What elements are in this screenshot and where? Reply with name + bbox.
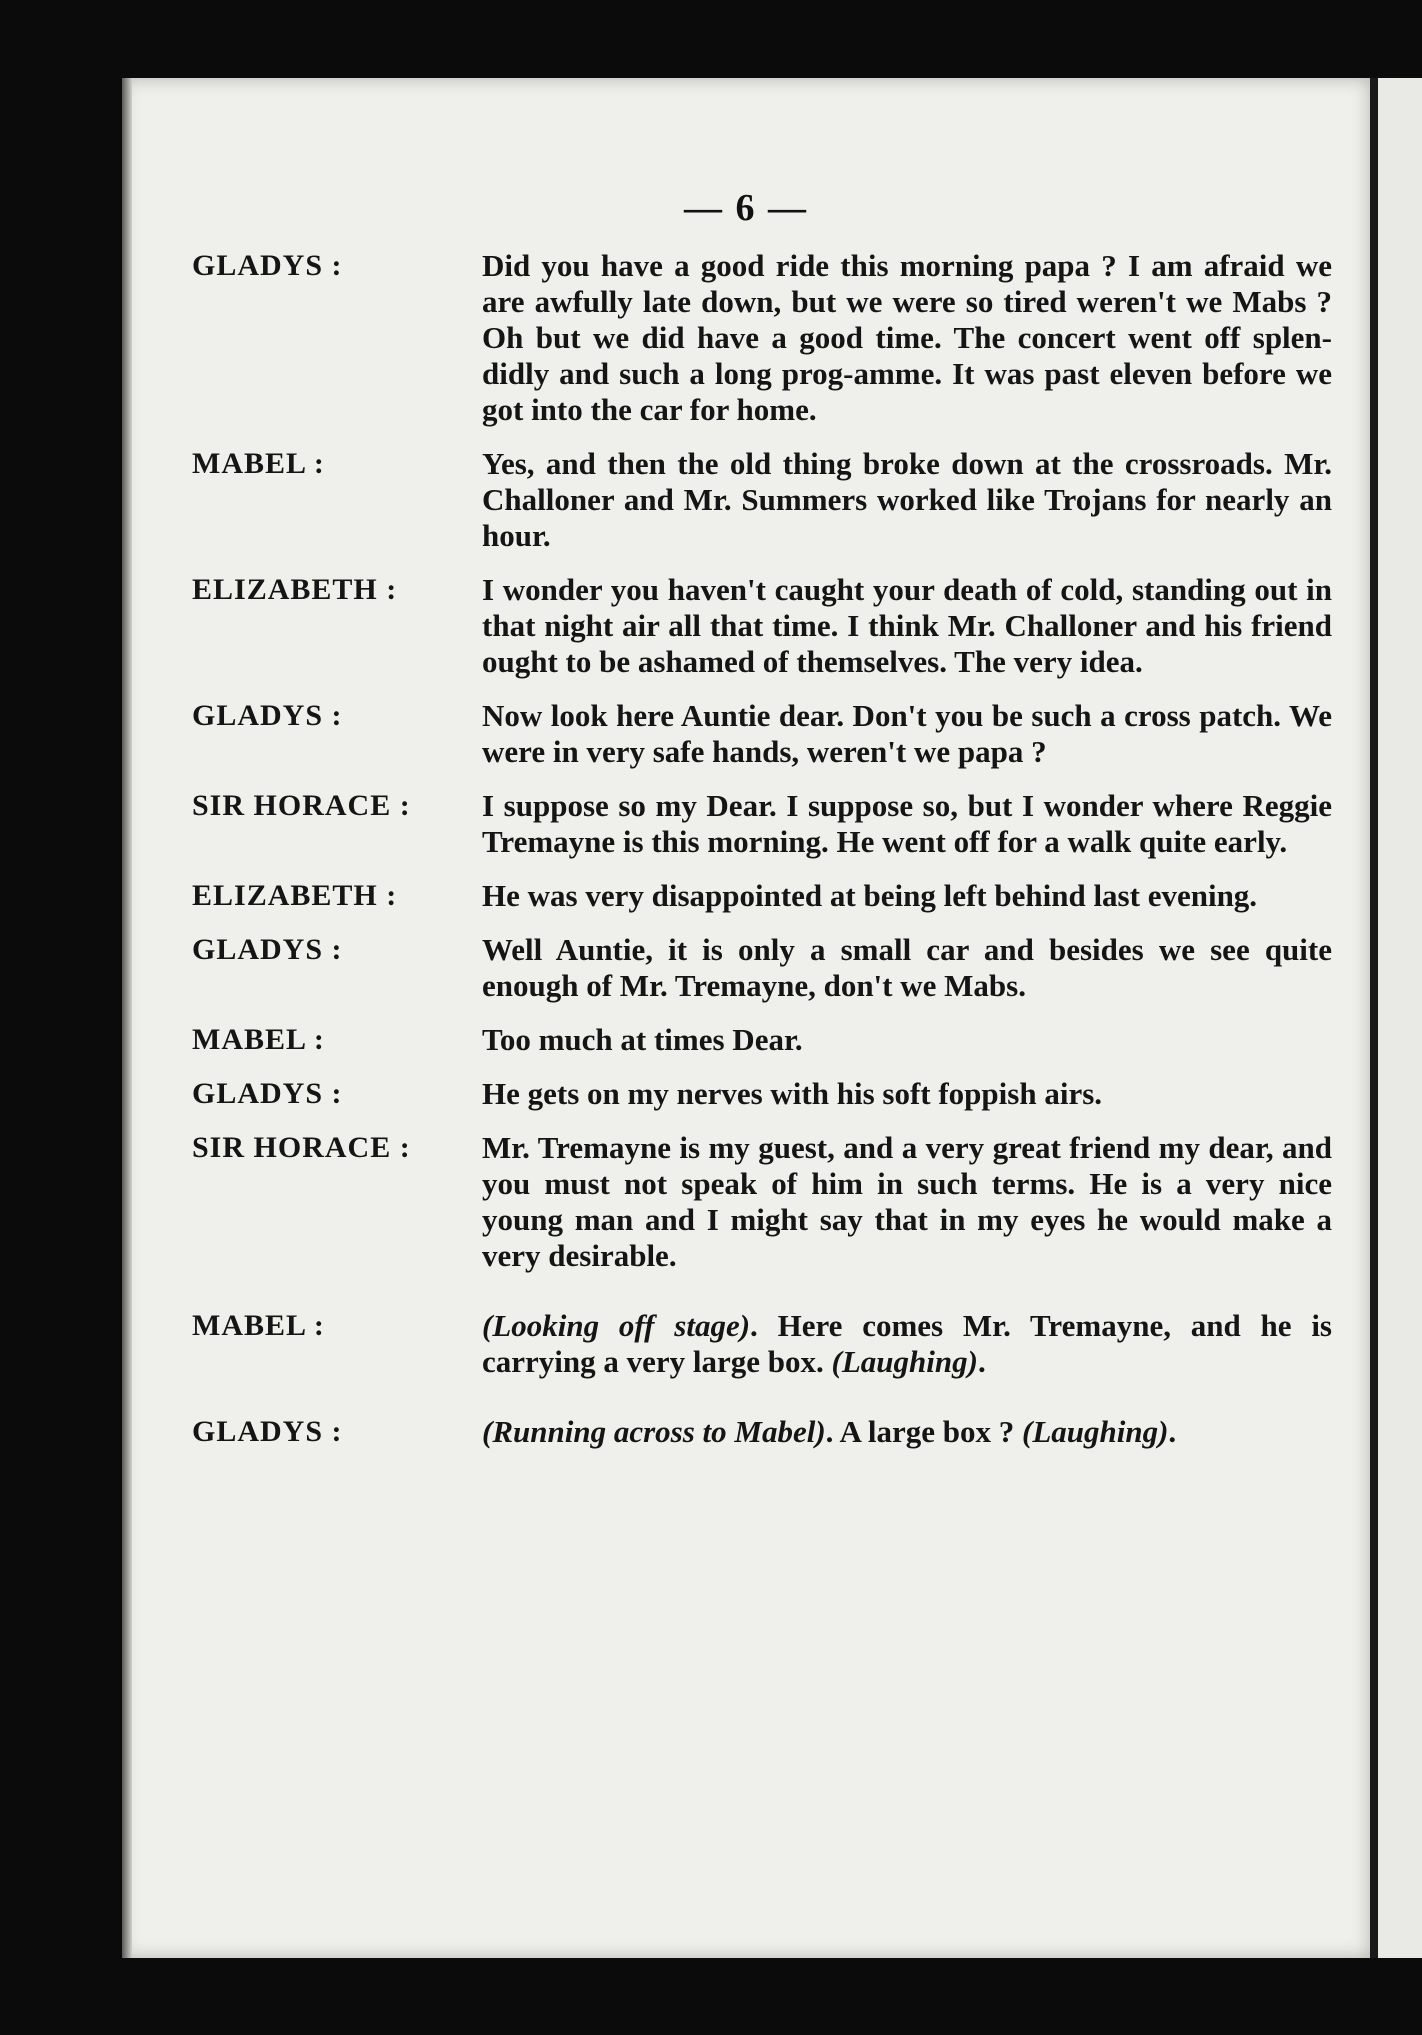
speech-text bbox=[482, 1414, 1332, 1450]
book-page bbox=[122, 78, 1370, 1958]
dialogue-line bbox=[192, 572, 1332, 680]
speech-text: He gets on my nerves with his soft foppish airs. bbox=[482, 1076, 1103, 1111]
dialogue-line bbox=[192, 932, 1332, 1004]
speech-text: Did you have a good ride this morning papa ? I am afraid we are awfully late down, but we were so tired weren't we Mabs ? Oh but we did have a good time. The concert went off splen-didly and such a long prog-amme. It was past eleven before we got into the car for home. bbox=[482, 248, 1332, 427]
stage-direction: (Laughing) bbox=[1022, 1414, 1169, 1449]
speech-text: Now look here Auntie dear. Don't you be such a cross patch. We were in very safe hands, weren't we papa ? bbox=[482, 698, 1332, 769]
dialogue-line bbox=[192, 248, 1332, 428]
speech-text: I wonder you haven't caught your death of cold, standing out in that night air all that time. I think Mr. Challoner and his friend ought to be ashamed of themselves. The very idea. bbox=[482, 572, 1332, 679]
speaker-name: GLADYS : bbox=[192, 1415, 343, 1448]
speech-text bbox=[482, 1308, 1332, 1380]
stage-direction: (Laughing) bbox=[831, 1344, 978, 1379]
dialogue-line bbox=[192, 698, 1332, 770]
dialogue-line bbox=[192, 1076, 1332, 1112]
speech-text: Yes, and then the old thing broke down at the crossroads. Mr. Challoner and Mr. Summers worked like Trojans for nearly an hour. bbox=[482, 446, 1332, 553]
dialogue-line bbox=[192, 1022, 1332, 1058]
dialogue-line bbox=[192, 1308, 1332, 1380]
speaker-name: GLADYS : bbox=[192, 1077, 343, 1110]
page-number: — 6 — bbox=[684, 187, 808, 229]
speech-segment: . A large box ? bbox=[825, 1414, 1022, 1449]
speaker-name: GLADYS : bbox=[192, 699, 343, 732]
stage-direction: (Running across to Mabel) bbox=[482, 1414, 826, 1449]
page-binding-shadow bbox=[122, 78, 132, 1958]
speech-text: Well Auntie, it is only a small car and besides we see quite enough of Mr. Tremayne, don't we Mabs. bbox=[482, 932, 1332, 1003]
dialogue bbox=[192, 248, 1332, 1468]
facing-page-edge bbox=[1370, 78, 1422, 1958]
speech-segment: . Here comes Mr. Tremayne, and he is carrying a very large box. bbox=[482, 1308, 1332, 1379]
dialogue-line bbox=[192, 1414, 1332, 1450]
speaker-name: GLADYS : bbox=[192, 249, 343, 282]
speaker-name: GLADYS : bbox=[192, 933, 343, 966]
stage-direction: (Looking off stage) bbox=[482, 1308, 751, 1343]
speaker-name: ELIZABETH : bbox=[192, 879, 398, 912]
dialogue-line bbox=[192, 446, 1332, 554]
speech-segment: . bbox=[1168, 1414, 1177, 1449]
speaker-name: SIR HORACE : bbox=[192, 1131, 411, 1164]
speaker-name: MABEL : bbox=[192, 447, 325, 480]
dialogue-line bbox=[192, 788, 1332, 860]
speech-text: He was very disappointed at being left behind last evening. bbox=[482, 878, 1258, 913]
speech-text: I suppose so my Dear. I suppose so, but I wonder where Reggie Tremayne is this morning. He went off for a walk quite early. bbox=[482, 788, 1332, 859]
dialogue-line bbox=[192, 878, 1332, 914]
speaker-name: MABEL : bbox=[192, 1023, 325, 1056]
speech-text: Mr. Tremayne is my guest, and a very great friend my dear, and you must not speak of him in such terms. He is a very nice young man and I might say that in my eyes he would make a very desirable. bbox=[482, 1130, 1332, 1273]
speaker-name: MABEL : bbox=[192, 1309, 325, 1342]
speech-text: Too much at times Dear. bbox=[482, 1022, 803, 1057]
speaker-name: SIR HORACE : bbox=[192, 789, 411, 822]
dialogue-line bbox=[192, 1130, 1332, 1274]
speaker-name: ELIZABETH : bbox=[192, 573, 398, 606]
speech-segment: . bbox=[977, 1344, 986, 1379]
